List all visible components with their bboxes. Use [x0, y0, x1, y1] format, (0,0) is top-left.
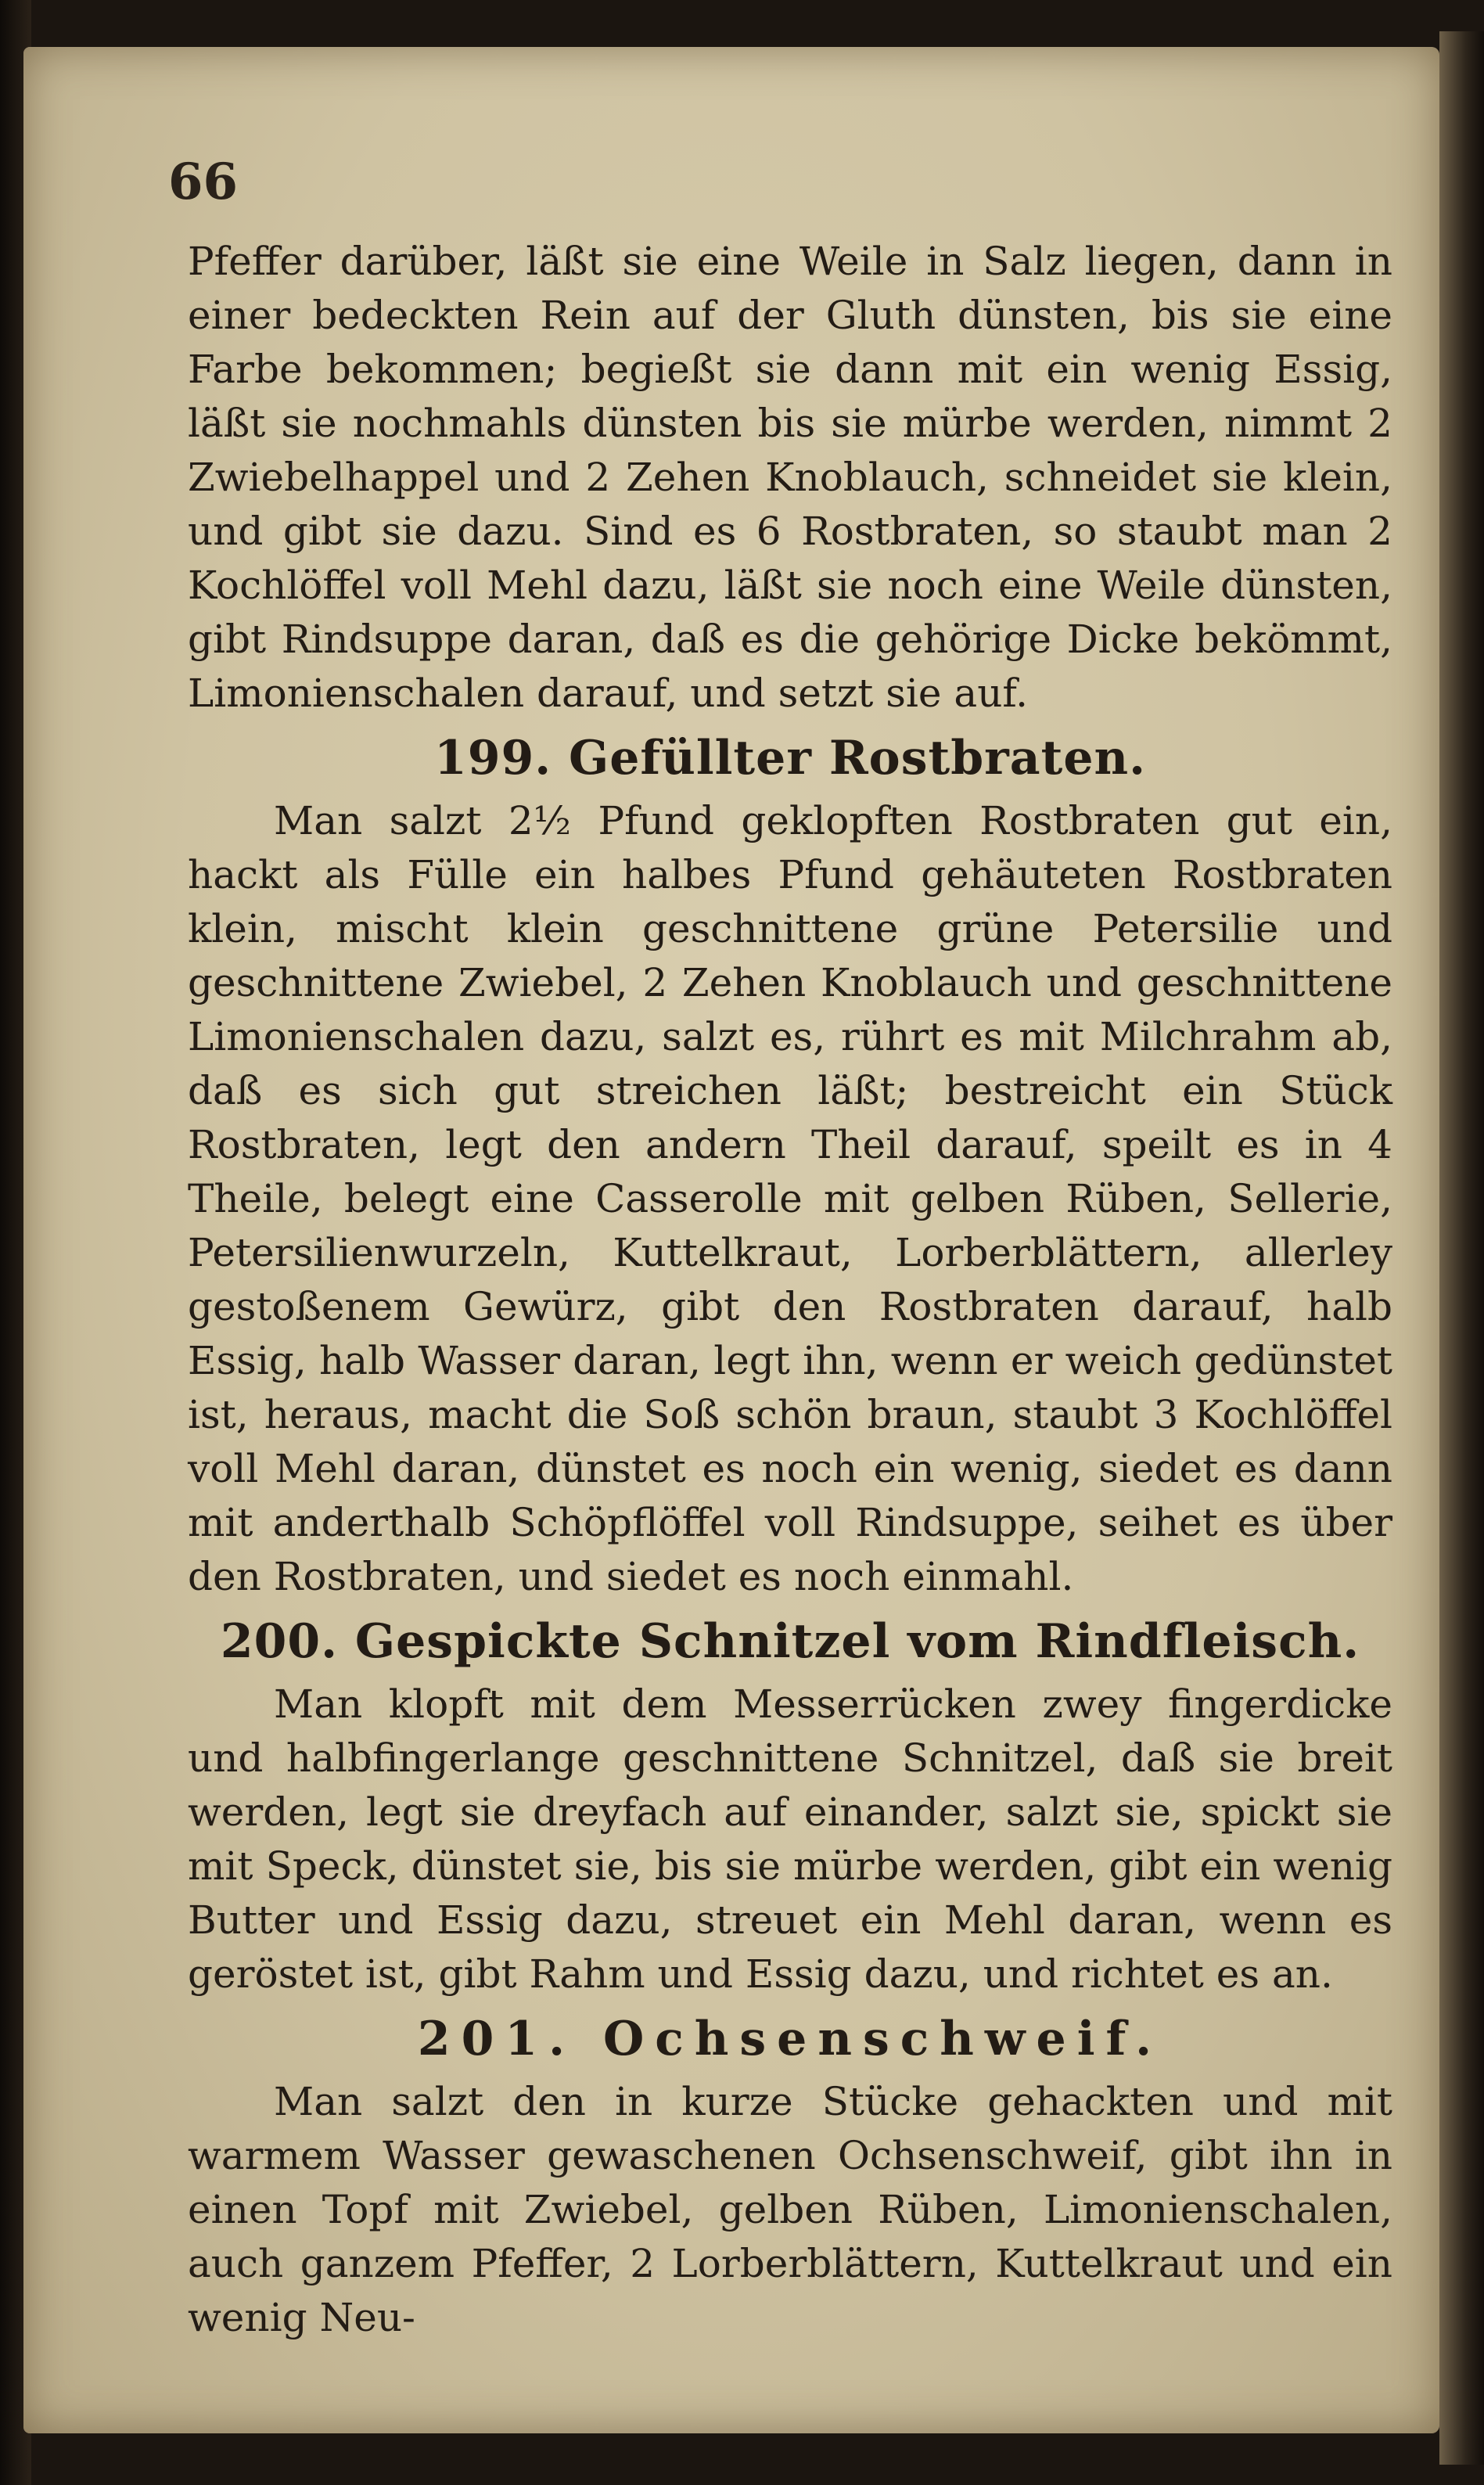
recipe-text-201: Man salzt den in kurze Stücke gehackten und mit warmem Wasser gewaschenen Ochsenschweif, gibt ihn in einen Topf mit Zwiebel, gelben Rüben, Limonienschalen, auch ganzem Pfeffer, 2 Lorberblättern, Kuttelkraut und ein wenig Neu-	[188, 2079, 1392, 2340]
page-number: 66	[168, 153, 239, 211]
book-edge	[1439, 31, 1484, 2465]
recipe-text-199: Man salzt 2½ Pfund geklopften Rostbraten gut ein, hackt als Fülle ein halbes Pfund gehäuteten Rostbraten klein, mischt klein geschnittene grüne Petersilie und geschnittene Zwiebel, 2 Zehen Knoblauch und geschnittene Limonienschalen dazu, salzt es, rührt es mit Milchrahm ab, daß es sich gut streichen läßt; bestreicht ein Stück Rostbraten, legt den andern Theil darauf, speilt es in 4 Theile, belegt eine Casserolle mit gelben Rüben, Sellerie, Petersilienwurzeln, Kuttelkraut, Lorberblättern, allerley gestoßenem Gewürz, gibt den Rostbraten darauf, halb Essig, halb Wasser daran, legt ihn, wenn er weich gedünstet ist, heraus, macht die Soß schön braun, staubt 3 Kochlöffel voll Mehl daran, dünstet es noch ein wenig, siedet es dann mit anderthalb Schöpflöffel voll Rindsuppe, seihet es über den Rostbraten, und siedet es noch einmahl.	[188, 798, 1392, 1599]
recipe-heading-199: 199. Gefüllter Rostbraten.	[433, 731, 1147, 786]
page-text	[188, 235, 1392, 2345]
recipe-heading-200: 200. Gespickte Schnitzel vom Rindfleisch.	[220, 1614, 1360, 1669]
recipe-text-200: Man klopft mit dem Messerrücken zwey fingerdicke und halbfingerlange geschnittene Schnitzel, daß sie breit werden, legt sie dreyfach auf einander, salzt sie, spickt sie mit Speck, dünstet sie, bis sie mürbe werden, gibt ein wenig Butter und Essig dazu, streuet ein Mehl daran, wenn es geröstet ist, gibt Rahm und Essig dazu, und richtet es an.	[188, 1681, 1392, 1997]
recipe-heading-201: 201. Ochsenschweif.	[417, 2012, 1163, 2066]
continuation-paragraph: Pfeffer darüber, läßt sie eine Weile in Salz liegen, dann in einer bedeckten Rein auf der Gluth dünsten, bis sie eine Farbe bekommen; begießt sie dann mit ein wenig Essig, läßt sie nochmahls dünsten bis sie mürbe werden, nimmt 2 Zwiebelhappel und 2 Zehen Knoblauch, schneidet sie klein, und gibt sie dazu. Sind es 6 Rostbraten, so staubt man 2 Kochlöffel voll Mehl dazu, läßt sie noch eine Weile dünsten, gibt Rindsuppe daran, daß es die gehörige Dicke bekömmt, Limonienschalen darauf, und setzt sie auf.	[188, 239, 1392, 716]
